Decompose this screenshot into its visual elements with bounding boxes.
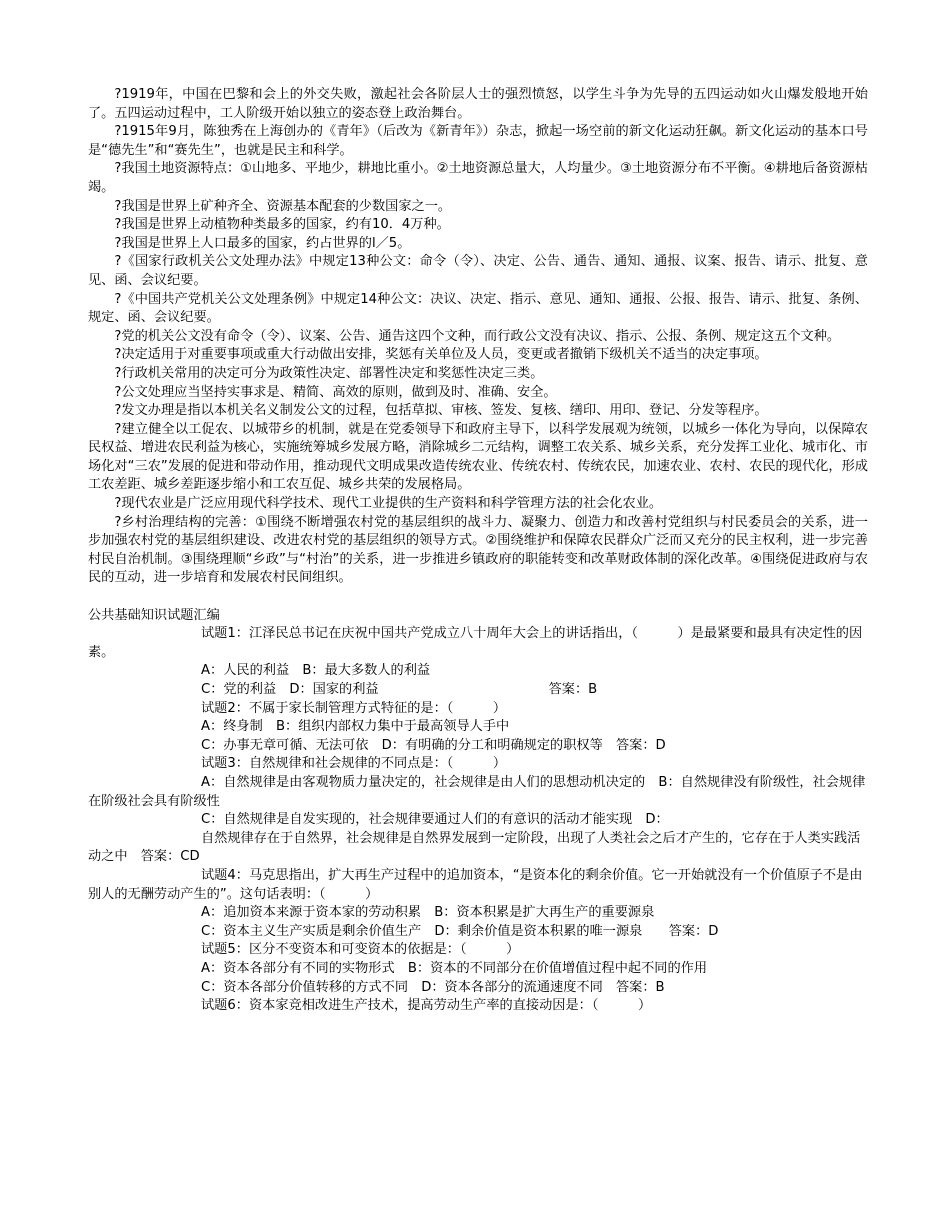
question-2-options-ab: A：终身制 B：组织内部权力集中于最高领导人手中 bbox=[201, 719, 510, 735]
paragraph-dispatch: ?发文办理是指以本机关名义制发公文的过程，包括草拟、审核、签发、复核、缮印、用印、登记、分发等程序。 bbox=[114, 403, 768, 419]
section-title: 公共基础知识试题汇编 bbox=[88, 607, 220, 623]
paragraph-species: ?我国是世界上动植物种类最多的国家，约有10．4万种。 bbox=[114, 217, 450, 233]
document-page bbox=[88, 86, 868, 1016]
question-5-options-ab: A：资本各部分有不同的实物形式 B：资本的不同部分在价值增值过程中起不同的作用 bbox=[201, 960, 708, 976]
question-5-stem: 试题5：区分不变资本和可变资本的依据是：（ ） bbox=[201, 942, 520, 958]
question-4-options-ab: A：追加资本来源于资本家的劳动积累 B：资本积累是扩大再生产的重要源泉 bbox=[201, 905, 655, 921]
question-1-options-cd: C：党的利益 D：国家的利益 bbox=[201, 682, 379, 697]
paragraph-urban-rural: ?建立健全以工促农、以城带乡的机制，就是在党委领导下和政府主导下，以科学发展观为统领，以城乡一体化为导向，以保障农民权益、增进农民利益为核心，实施统筹城乡发展方略，消除城乡二元结构，调整工农关系、城乡关系，充分发挥工业化、城市化、市场化对“三农”发展的促进和带动作用，推动现代文明成果改造传统农业、传统农村、传统农民，加速农业、农村、农民的现代化，形成工农差距、城乡差距逐步缩小和工农互促、城乡共荣的发展格局。 bbox=[88, 421, 868, 493]
paragraph-new-culture: ?1915年9月，陈独秀在上海创办的《青年》（后改为《新青年》）杂志，掀起一场空前的新文化运动狂飙。新文化运动的基本口号是“德先生”和“赛先生”，也就是民主和科学。 bbox=[88, 124, 868, 158]
paragraph-decision-types: ?行政机关常用的决定可分为政策性决定、部署性决定和奖惩性决定三类。 bbox=[114, 365, 544, 381]
paragraph-decision: ?决定适用于对重要事项或重大行动做出安排，奖惩有关单位及人员，变更或者撤销下级机关不适当的决定事项。 bbox=[114, 347, 768, 363]
question-3-option-c: C：自然规律是自发实现的，社会规律要通过人们的有意识的活动才能实现 D： bbox=[201, 812, 669, 828]
question-1-stem: 试题1：江泽民总书记在庆祝中国共产党成立八十周年大会上的讲话指出，（ ）是最紧要和最具有决定性的因素。 bbox=[88, 626, 863, 660]
question-3-options-ab: A：自然规律是由客观物质力量决定的，社会规律是由人们的思想动机决定的 B：自然规律没有阶级性，社会规律在阶级社会具有阶级性 bbox=[88, 774, 866, 809]
paragraph-admin-documents: ?《国家行政机关公文处理办法》中规定13种公文：命令（令）、决定、公告、通告、通知、通报、议案、报告、请示、批复、意见、函、会议纪要。 bbox=[88, 254, 868, 288]
question-2-stem: 试题2：不属于家长制管理方式特征的是：（ ） bbox=[201, 700, 507, 716]
question-1-answer: 答案：B bbox=[548, 682, 598, 697]
question-6-stem: 试题6：资本家竞相改进生产技术，提高劳动生产率的直接动因是：（ ） bbox=[201, 998, 652, 1014]
paragraph-land-resources: ?我国土地资源特点：①山地多、平地少，耕地比重小。②土地资源总量大，人均量少。③土地资源分布不平衡。④耕地后备资源枯竭。 bbox=[88, 161, 868, 195]
question-1-options-cd-row bbox=[88, 681, 868, 700]
paragraph-modern-agriculture: ?现代农业是广泛应用现代科学技术、现代工业提供的生产资料和科学管理方法的社会化农业。 bbox=[114, 496, 663, 512]
question-1-options-ab: A：人民的利益 B：最大多数人的利益 bbox=[201, 663, 431, 679]
question-4-stem: 试题4：马克思指出，扩大再生产过程中的追加资本，“是资本化的剩余价值。它一开始就没有一个价值原子不是由别人的无酬劳动产生的”。这句话表明：（ ） bbox=[88, 867, 863, 902]
question-2-options-cd: C：办事无章可循、无法可依 D：有明确的分工和明确规定的职权等 答案：D bbox=[201, 737, 666, 753]
paragraph-population: ?我国是世界上人口最多的国家，约占世界的l／5。 bbox=[114, 235, 411, 251]
paragraph-may-fourth: ?1919年，中国在巴黎和会上的外交失败，激起社会各阶层人士的强烈愤怒，以学生斗争为先导的五四运动如火山爆发般地开始了。五四运动过程中，工人阶级开始以独立的姿态登上政治舞台。 bbox=[88, 87, 868, 121]
question-4-options-cd: C：资本主义生产实质是剩余价值生产 D：剩余价值是资本积累的唯一源泉 答案：D bbox=[201, 923, 719, 939]
question-5-options-cd: C：资本各部分价值转移的方式不同 D：资本各部分的流通速度不同 答案：B bbox=[201, 979, 665, 995]
question-3-stem: 试题3：自然规律和社会规律的不同点是：（ ） bbox=[201, 756, 507, 772]
paragraph-document-differences: ?党的机关公文没有命令（令）、议案、公告、通告这四个文种，而行政公文没有决议、指示、公报、条例、规定这五个文种。 bbox=[114, 328, 841, 344]
paragraph-minerals: ?我国是世界上矿种齐全、资源基本配套的少数国家之一。 bbox=[114, 198, 452, 214]
paragraph-party-documents: ?《中国共产党机关公文处理条例》中规定14种公文：决议、决定、指示、意见、通知、通报、公报、报告、请示、批复、条例、规定、函、会议纪要。 bbox=[88, 291, 868, 326]
paragraph-document-principles: ?公文处理应当坚持实事求是、精简、高效的原则，做到及时、准确、安全。 bbox=[114, 384, 557, 400]
paragraph-rural-governance: ?乡村治理结构的完善：①围绕不断增强农村党的基层组织的战斗力、凝聚力、创造力和改善村党组织与村民委员会的关系，进一步加强农村党的基层组织建设、改进农村党的基层组织的领导方式。②围绕维护和保障农民群众广泛而又充分的民主权利，进一步完善村民自治机制。③围绕理顺“乡政”与“村治”的关系，进一步推进乡镇政府的职能转变和改革财政体制的深化改革。④围绕促进政府与农民的互动，进一步培育和发展农村民间组织。 bbox=[88, 514, 868, 586]
question-3-option-d: 自然规律存在于自然界，社会规律是自然界发展到一定阶段，出现了人类社会之后才产生的，它存在于人类实践活动之中 答案：CD bbox=[88, 830, 861, 865]
